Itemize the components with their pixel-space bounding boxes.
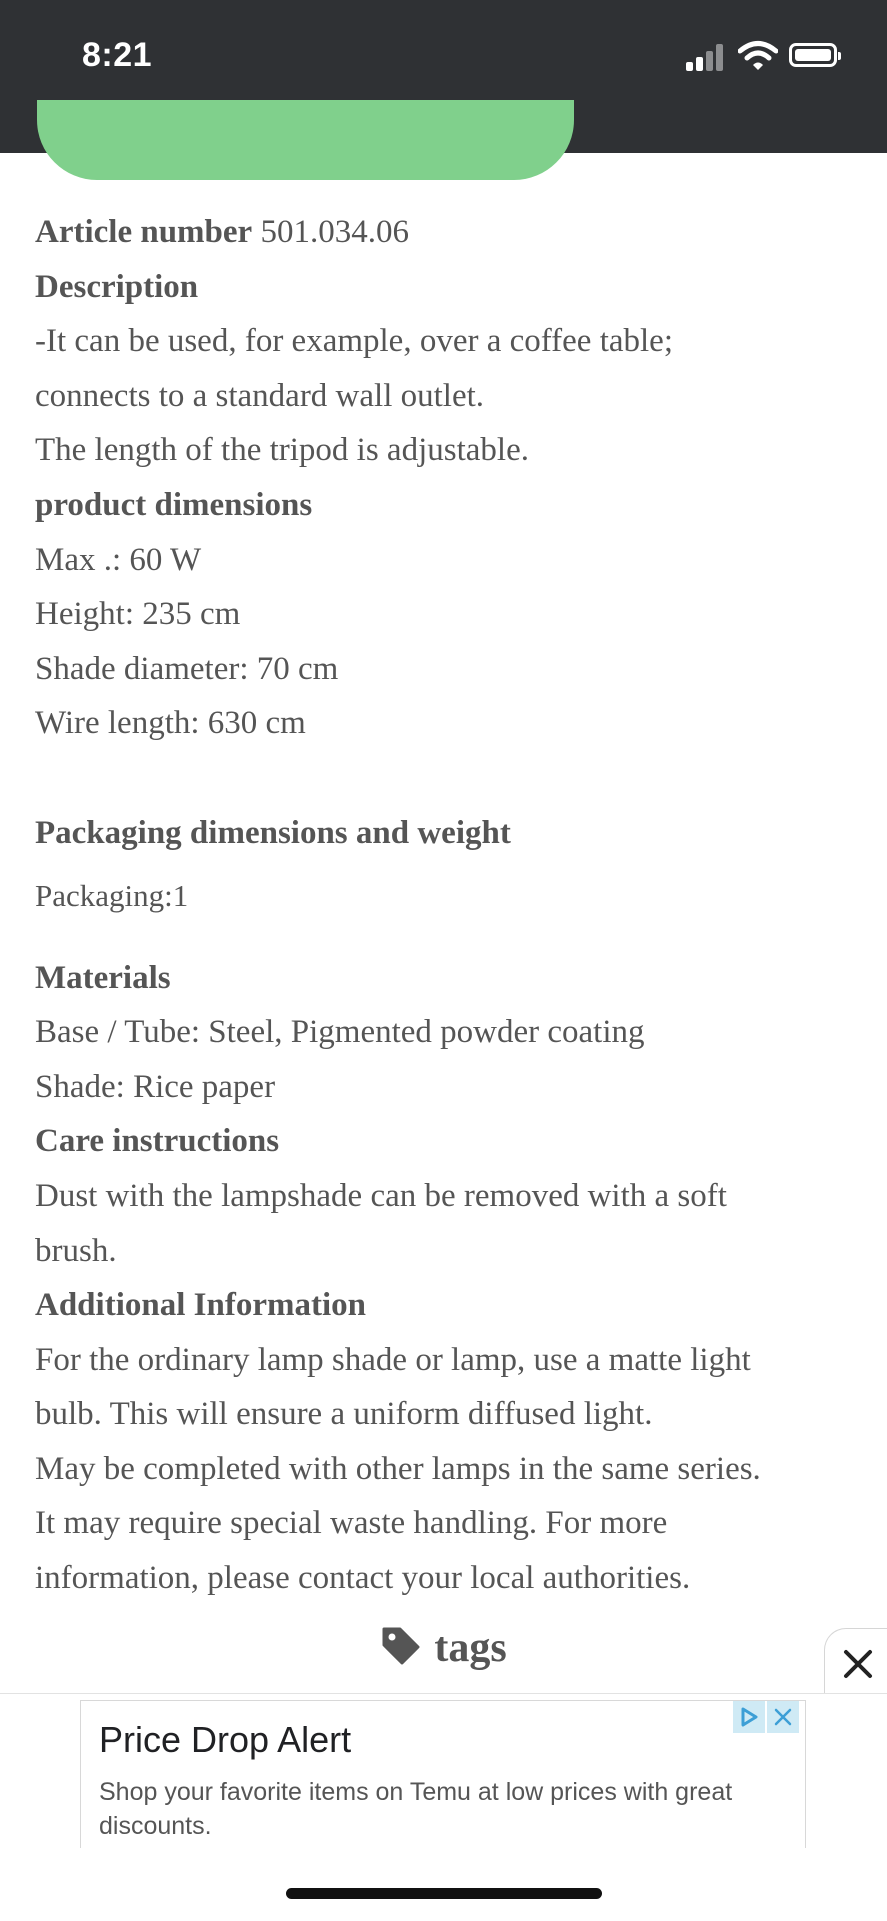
dimension-line: Max .: 60 W [35, 541, 202, 578]
wifi-icon [738, 40, 778, 72]
description-line: -It can be used, for example, over a coffee table; [35, 323, 673, 360]
materials-heading: Materials [35, 959, 171, 996]
ad-close-icon[interactable] [767, 1701, 799, 1733]
article-number-row [35, 205, 855, 260]
ad-description[interactable]: Shop your favorite items on Temu at low prices with great discounts. [99, 1778, 733, 1840]
status-time: 8:21 [82, 36, 153, 74]
packaging-line: Packaging:1 [35, 877, 189, 913]
care-line: brush. [35, 1232, 117, 1269]
home-indicator[interactable] [286, 1888, 602, 1899]
additional-line: bulb. This will ensure a uniform diffused light. [35, 1396, 653, 1433]
article-number-label: Article number [35, 214, 253, 250]
close-icon[interactable] [843, 1649, 873, 1679]
additional-information-heading: Additional Information [35, 1287, 366, 1324]
signal-icon [686, 43, 726, 71]
ad-title[interactable]: Price Drop Alert [99, 1719, 352, 1760]
tags-heading [0, 1624, 887, 1672]
description-heading: Description [35, 268, 199, 305]
materials-line: Shade: Rice paper [35, 1068, 276, 1105]
ad-close-tab[interactable] [824, 1628, 887, 1694]
care-line: Dust with the lampshade can be removed with a soft [35, 1177, 727, 1214]
article-number-value: 501.034.06 [260, 214, 409, 250]
green-action-button[interactable] [37, 100, 574, 180]
dimension-line: Wire length: 630 cm [35, 705, 306, 742]
description-line: connects to a standard wall outlet. [35, 377, 485, 414]
packaging-heading: Packaging dimensions and weight [35, 814, 511, 851]
ad-banner[interactable] [0, 1693, 887, 1921]
product-details [35, 205, 855, 1606]
care-instructions-heading: Care instructions [35, 1123, 280, 1160]
ad-card[interactable] [80, 1700, 806, 1848]
materials-line: Base / Tube: Steel, Pigmented powder coating [35, 1014, 645, 1051]
additional-line: information, please contact your local authorities. [35, 1560, 691, 1597]
description-line: The length of the tripod is adjustable. [35, 432, 529, 469]
dimension-line: Shade diameter: 70 cm [35, 650, 339, 687]
additional-line: It may require special waste handling. For more [35, 1505, 668, 1542]
tags-label: tags [434, 1625, 507, 1671]
adchoices-icon[interactable] [733, 1701, 765, 1733]
additional-line: For the ordinary lamp shade or lamp, use a matte light [35, 1341, 751, 1378]
product-dimensions-heading: product dimensions [35, 486, 313, 523]
dimension-line: Height: 235 cm [35, 596, 241, 633]
battery-icon [789, 43, 837, 67]
tag-icon [380, 1625, 422, 1665]
additional-line: May be completed with other lamps in the same series. [35, 1450, 761, 1487]
